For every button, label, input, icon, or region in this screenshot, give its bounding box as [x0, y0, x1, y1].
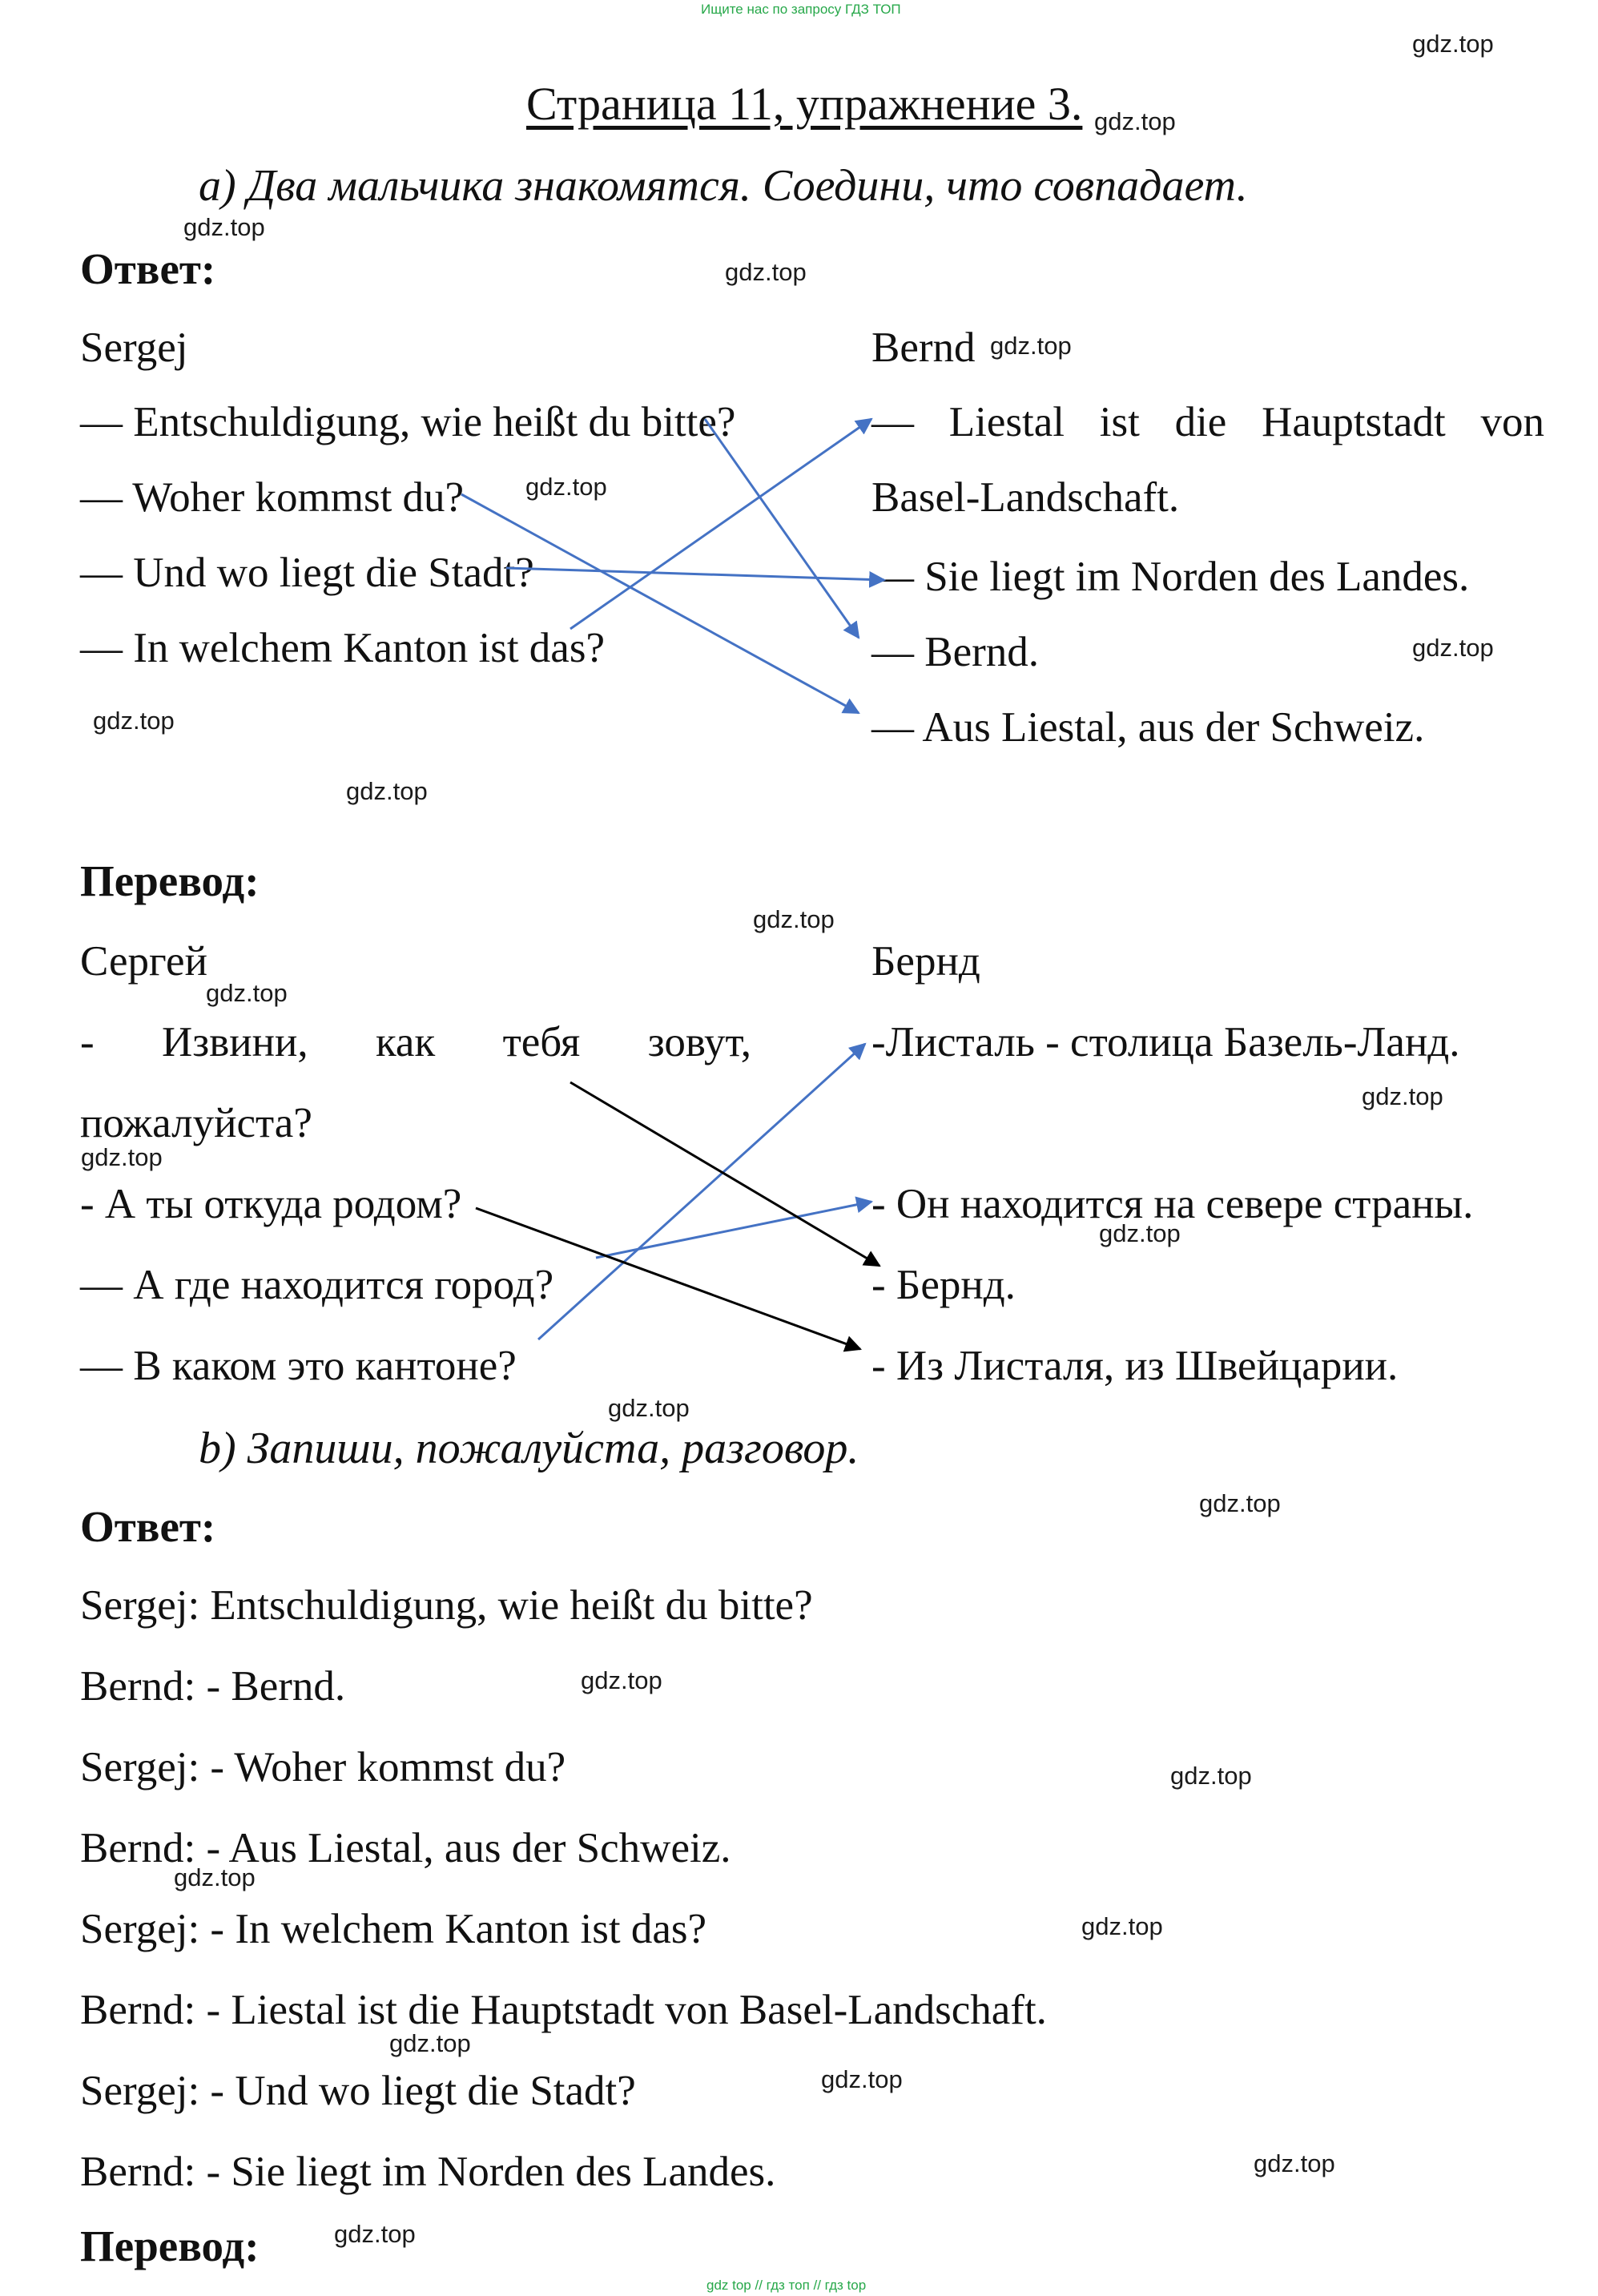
left-name-sergey: Сергей [80, 938, 207, 985]
right-line-4: — Aus Liestal, aus der Schweiz. [871, 704, 1425, 751]
arrow-ru-otkuda-to-liestal [476, 1208, 860, 1349]
dialogue-line: Sergej: - Und wo liegt die Stadt? [80, 2068, 636, 2114]
word: Hauptstadt [1262, 399, 1446, 445]
left-line-4: — In welchem Kanton ist das? [80, 625, 605, 671]
watermark: gdz.top [389, 2029, 471, 2057]
ru-right-line-4: - Из Листаля, из Швейцарии. [871, 1343, 1399, 1389]
watermark: gdz.top [753, 905, 835, 933]
word: ist [1099, 399, 1140, 445]
top-note: Ищите нас по запросу ГДЗ ТОП [701, 2, 901, 17]
watermark: gdz.top [725, 258, 807, 286]
right-line-2: — Sie liegt im Norden des Landes. [871, 554, 1470, 600]
word: von [1480, 399, 1544, 445]
watermark: gdz.top [1412, 634, 1494, 662]
word: Liestal [948, 399, 1065, 445]
word: - [80, 1019, 95, 1065]
watermark: gdz.top [93, 707, 175, 735]
right-line-1-cont: Basel-Landschaft. [871, 474, 1180, 521]
watermark: gdz.top [525, 473, 607, 501]
word: тебя [502, 1019, 581, 1065]
left-line-3: — Und wo liegt die Stadt? [80, 550, 534, 596]
dialogue-line: Bernd: - Bernd. [80, 1663, 346, 1710]
dialogue-line: Bernd: - Liestal ist die Hauptstadt von Basel-Landschaft. [80, 1987, 1047, 2033]
answer-label-a: Ответ: [80, 244, 216, 293]
watermark: gdz.top [183, 213, 265, 241]
arrow-entschuldigung-to-bernd [705, 419, 859, 638]
arrow-kanton-to-hauptstadt [570, 419, 871, 629]
ru-left-line-1-cont: пожалуйста? [80, 1100, 312, 1146]
watermark: gdz.top [1254, 2149, 1335, 2177]
right-name-bernd: Bernd [871, 324, 976, 371]
black-arrows [476, 1082, 880, 1349]
ru-right-line-3: - Бернд. [871, 1262, 1016, 1308]
watermark: gdz.top [206, 979, 288, 1007]
word: die [1174, 399, 1227, 445]
right-name-bernd-ru: Бернд [871, 938, 980, 985]
task-b: b) Запиши, пожалуйста, разговор. [199, 1424, 859, 1473]
watermark: gdz.top [1099, 1219, 1181, 1247]
arrow-stadt-to-norden [506, 568, 884, 580]
ru-right-line-2: - Он находится на севере страны. [871, 1181, 1474, 1227]
watermark: gdz.top [581, 1666, 662, 1694]
watermark: gdz.top [1412, 30, 1494, 58]
watermark: gdz.top [1081, 1912, 1163, 1940]
watermark: gdz.top [1199, 1489, 1281, 1517]
arrow-ru-kanton-to-stolitsa [538, 1044, 865, 1339]
watermark: gdz.top [990, 332, 1072, 360]
left-line-1: — Entschuldigung, wie heißt du bitte? [80, 399, 736, 445]
word: как [375, 1019, 436, 1065]
watermark: gdz.top [1094, 107, 1176, 135]
watermark: gdz.top [334, 2220, 416, 2248]
word: Извини, [162, 1019, 308, 1065]
watermark: gdz.top [608, 1394, 690, 1422]
left-line-2: — Woher kommst du? [80, 474, 465, 521]
dialogue-line: Bernd: - Aus Liestal, aus der Schweiz. [80, 1825, 731, 1871]
dialogue-line: Sergej: - In welchem Kanton ist das? [80, 1906, 707, 1952]
translation-label-a: Перевод: [80, 856, 260, 905]
ru-left-line-3: — А где находится город? [80, 1262, 554, 1308]
watermark: gdz.top [81, 1143, 163, 1171]
task-a: a) Два мальчика знакомятся. Соедини, что совпадает. [199, 161, 1248, 211]
dialogue-line: Sergej: Entschuldigung, wie heißt du bitte? [80, 1582, 813, 1629]
translation-label-b: Перевод: [80, 2221, 260, 2270]
watermark: gdz.top [174, 1863, 256, 1891]
arrow-ru-zovut-to-bernd [570, 1082, 880, 1266]
blue-arrows [461, 419, 884, 1339]
footer: gdz top // гдз топ // гдз top [706, 2278, 867, 2293]
watermark: gdz.top [821, 2065, 903, 2093]
watermark: gdz.top [1170, 1762, 1252, 1790]
ru-right-line-1: -Листаль - столица Базель-Ланд. [871, 1019, 1460, 1065]
dialogue-line: Sergej: - Woher kommst du? [80, 1744, 566, 1790]
word: зовут, [647, 1019, 751, 1065]
ru-left-line-4: — В каком это кантоне? [80, 1343, 517, 1389]
watermark: gdz.top [346, 777, 428, 805]
ru-left-line-2: - А ты откуда родом? [80, 1181, 462, 1227]
dialogue-line: Bernd: - Sie liegt im Norden des Landes. [80, 2149, 776, 2195]
watermark: gdz.top [1362, 1082, 1443, 1110]
page-title: Страница 11, упражнение 3. [526, 78, 1083, 130]
right-line-3: — Bernd. [871, 629, 1040, 675]
answer-label-b: Ответ: [80, 1502, 216, 1551]
left-name-sergej: Sergej [80, 324, 188, 371]
arrow-woher-to-liestal [461, 494, 859, 713]
word: — [871, 399, 914, 445]
